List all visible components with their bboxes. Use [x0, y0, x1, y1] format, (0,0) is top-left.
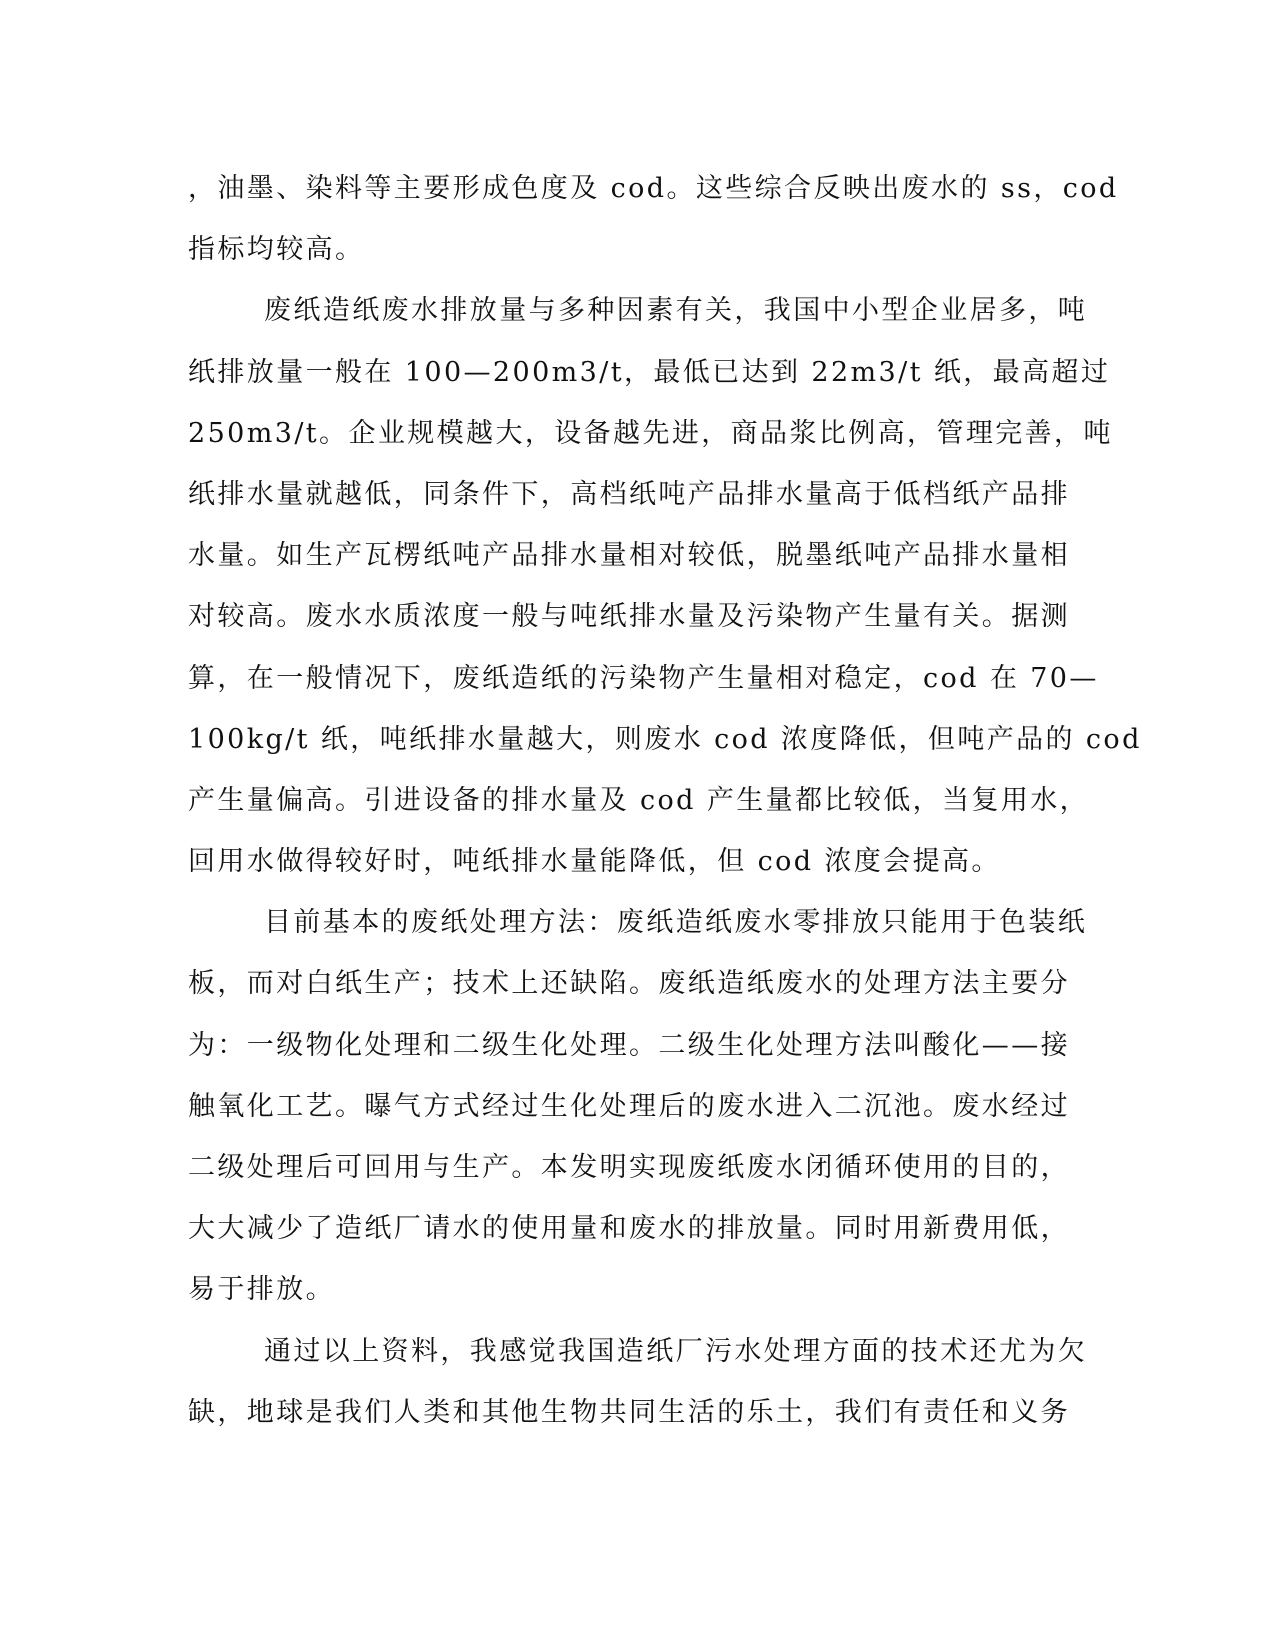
text-line: 易于排放。 [188, 1274, 335, 1306]
text-line: 指标均较高。 [188, 234, 365, 266]
text-line: 对较高。废水水质浓度一般与吨纸排水量及污染物产生量有关。据测 [188, 601, 1070, 633]
text-line: 目前基本的废纸处理方法：废纸造纸废水零排放只能用于色装纸 [264, 907, 1088, 939]
document-body [188, 158, 1142, 1443]
text-line: ，油墨、染料等主要形成色度及 cod。这些综合反映出废水的 ss，cod [188, 173, 1119, 204]
text-line: 通过以上资料，我感觉我国造纸厂污水处理方面的技术还尤为欠 [264, 1335, 1088, 1367]
text-line: 250m3/t。企业规模越大，设备越先进，商品浆比例高，管理完善，吨 [188, 417, 1113, 449]
text-line: 水量。如生产瓦楞纸吨产品排水量相对较低，脱墨纸吨产品排水量相 [188, 540, 1070, 572]
text-line: 回用水做得较好时，吨纸排水量能降低，但 cod 浓度会提高。 [188, 846, 1001, 878]
text-line: 缺，地球是我们人类和其他生物共同生活的乐土，我们有责任和义务 [188, 1396, 1070, 1428]
text-line: 为：一级物化处理和二级生化处理。二级生化处理方法叫酸化——接 [188, 1029, 1070, 1061]
text-line: 大大减少了造纸厂请水的使用量和废水的排放量。同时用新费用低， [188, 1213, 1070, 1245]
text-line: 纸排放量一般在 100—200m3/t，最低已达到 22m3/t 纸，最高超过 [188, 356, 1111, 388]
text-line: 板，而对白纸生产；技术上还缺陷。废纸造纸废水的处理方法主要分 [188, 968, 1070, 1000]
text-line: 触氧化工艺。曝气方式经过生化处理后的废水进入二沉池。废水经过 [188, 1090, 1070, 1122]
text-line: 产生量偏高。引进设备的排水量及 cod 产生量都比较低，当复用水， [188, 784, 1090, 816]
text-line: 100kg/t 纸，吨纸排水量越大，则废水 cod 浓度降低，但吨产品的 cod [188, 723, 1142, 755]
text-line: 废纸造纸废水排放量与多种因素有关，我国中小型企业居多，吨 [264, 295, 1088, 327]
text-line: 纸排水量就越低，同条件下，高档纸吨产品排水量高于低档纸产品排 [188, 478, 1070, 510]
text-line: 二级处理后可回用与生产。本发明实现废纸废水闭循环使用的目的， [188, 1152, 1070, 1183]
text-line: 算，在一般情况下，废纸造纸的污染物产生量相对稳定，cod 在 70— [188, 662, 1099, 694]
